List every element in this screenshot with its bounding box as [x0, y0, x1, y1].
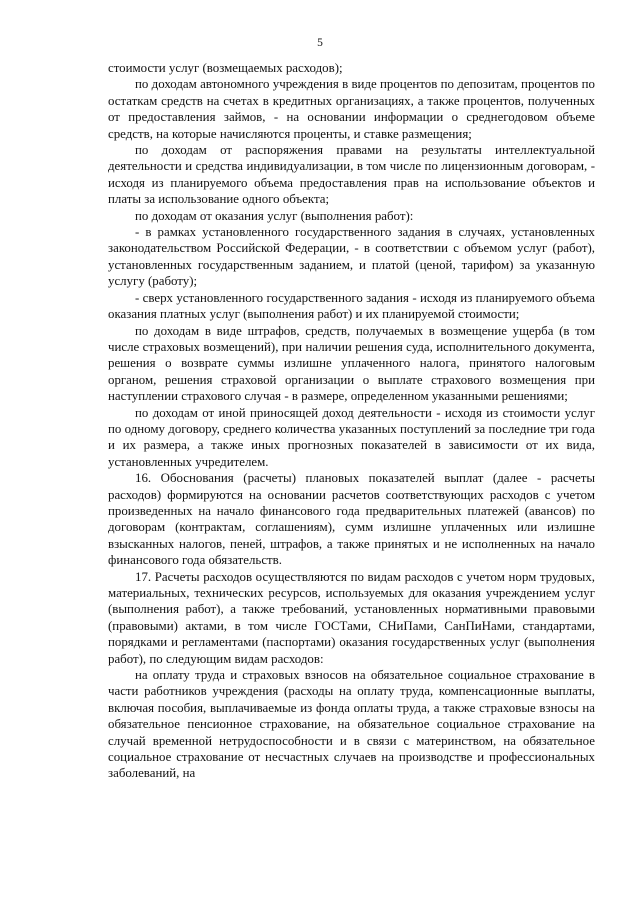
- paragraph-section-17: 17. Расчеты расходов осуществляются по видам расходов с учетом норм трудовых, материальных, технических ресурсов, используемых для оказания учреждением услуг (выполнения работ), а также требований, установленных нормативными правовыми (правовыми) актами, в том числе ГОСТами, СНиПами, СанПиНами, стандартами, порядками и регламентами (паспортами) оказания государственных услуг (выполнения работ), по следующим видам расходов:: [108, 569, 595, 666]
- paragraph-intellectual-property-income: по доходам от распоряжения правами на результаты интеллектуальной деятельности и средства индивидуализации, в том числе по лицензионным договорам, - исходя из планируемого объема предоставления прав на использование объектов и платы за использование одного объекта;: [108, 143, 595, 207]
- paragraph-autonomous-income: по доходам автономного учреждения в виде процентов по депозитам, процентов по остаткам средств на счетах в кредитных организациях, а также процентов, полученных от предоставления займов, - на основании информации о среднегодовом объеме средств, на которые начисляются проценты, и ставке размещения;: [108, 77, 595, 141]
- paragraph-labor-costs: на оплату труда и страховых взносов на обязательное социальное страхование в части работников учреждения (расходы на оплату труда, компенсационные выплаты, включая пособия, выплачиваемые из фонда оплаты труда, а также страховые взносы на обязательное пенсионное страхование, на обязательное социальное страхование на случай временной нетрудоспособности и в связи с материнством, на обязательное социальное страхование от несчастных случаев на производстве и профессиональных заболеваний, на: [108, 668, 595, 781]
- paragraph-other-income: по доходам от иной приносящей доход деятельности - исходя из стоимости услуг по одному договору, среднего количества указанных поступлений за последние три года и их размера, а также иных прогнозных показателей в зависимости от их вида, установленных учредителем.: [108, 405, 595, 469]
- paragraph-fines-income: по доходам в виде штрафов, средств, получаемых в возмещение ущерба (в том числе страховых возмещений), при наличии решения суда, исполнительного документа, решения о возврате суммы излишне уплаченного налога, принятого налоговым органом, решения страховой организации о выплате страхового возмещения при наступлении страхового случая - в размере, определенном указанными решениями;: [108, 323, 595, 404]
- paragraph-continuation: стоимости услуг (возмещаемых расходов);: [108, 61, 343, 75]
- paragraph-state-task: - в рамках установленного государственного задания в случаях, установленных законодательством Российской Федерации, - в соответствии с объемом услуг (работ), установленных государственным заданием, и платой (ценой, тарифом) за указанную услугу (работу);: [108, 225, 595, 289]
- paragraph-section-16: 16. Обоснования (расчеты) плановых показателей выплат (далее - расчеты расходов) формируются на основании расчетов соответствующих расходов с учетом произведенных на начало финансового года предварительных платежей (авансов) по договорам (контрактам, соглашениям), сумм излишне уплаченных или излишне взысканных налогов, пеней, штрафов, а также принятых и не исполненных на начало финансового года обязательств.: [108, 471, 595, 568]
- page-number: 5: [317, 37, 323, 49]
- document-body: [108, 60, 595, 782]
- paragraph-services-income: по доходам от оказания услуг (выполнения работ):: [135, 208, 414, 223]
- paragraph-beyond-state-task: - сверх установленного государственного задания - исходя из планируемого объема оказания платных услуг (выполнения работ) и их планируемой стоимости;: [108, 290, 595, 322]
